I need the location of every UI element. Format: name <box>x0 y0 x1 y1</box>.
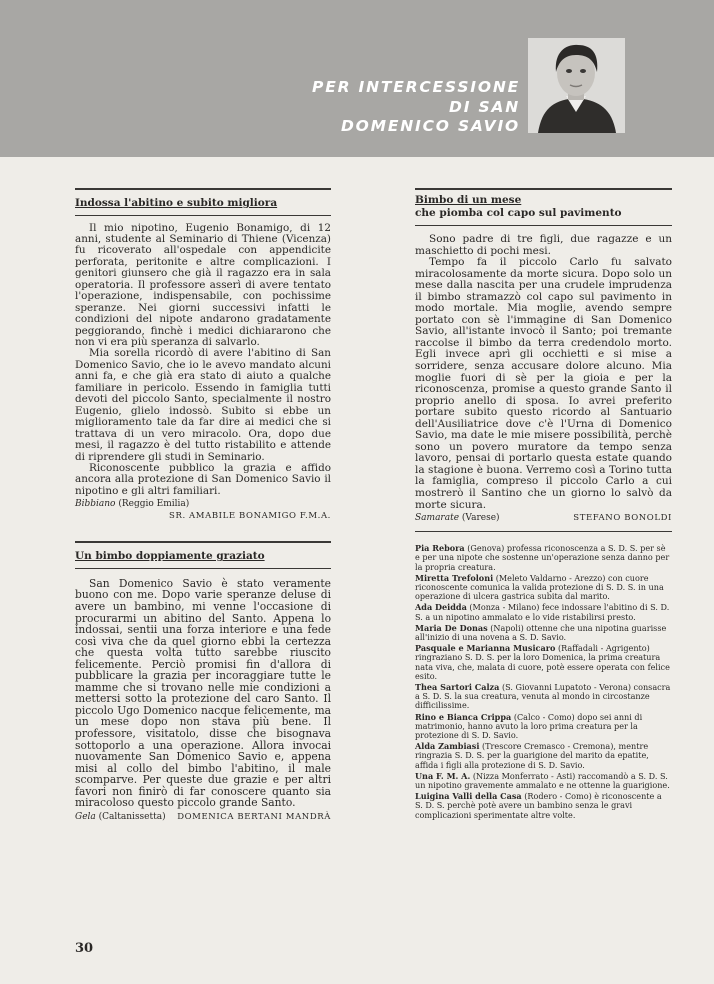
article-rule <box>415 225 672 226</box>
note-item <box>415 713 672 741</box>
place-detail: (Varese) <box>461 513 500 524</box>
note-name: Pia Rebora <box>415 543 465 554</box>
portrait-photo <box>528 38 625 133</box>
article-place-row <box>75 812 331 822</box>
article-title-line: che piomba col capo sul pavimento <box>415 206 622 219</box>
header-title-line: DOMENICO SAVIO <box>341 117 520 135</box>
article-place-row <box>75 499 331 509</box>
note-item <box>415 792 672 820</box>
note-item <box>415 683 672 711</box>
article-body <box>75 578 331 809</box>
notes-rule <box>415 531 672 532</box>
article-signature: SR. AMABILE BONAMIGO F.M.A. <box>169 511 331 522</box>
note-text: (Monza - Milano) fece indossare l'abitino di S. D. S. a un nipotino ammalato e lo vide ristabilirsi presto. <box>415 602 670 622</box>
note-name: Rino e Bianca Crippa <box>415 711 512 722</box>
note-name: Maria De Donas <box>415 622 488 633</box>
article-place <box>75 499 189 509</box>
article-paragraph: Sono padre di tre figli, due ragazze e un maschietto di pochi mesi. <box>415 233 672 257</box>
note-text: (Rodero - Como) è riconoscente a S. D. S. perchè potè avere un bambino senza le gravi complicazioni sperimentate altre volte. <box>415 791 662 820</box>
place-name: Bibbiano <box>75 499 116 510</box>
header-title-line: DI SAN <box>449 97 520 116</box>
note-text: (Genova) professa riconoscenza a S. D. S. per sè e per una nipote che sostenne un'operazione senza danno per la propria creatura. <box>415 543 670 572</box>
header-title-line: PER INTERCESSIONE <box>312 78 520 96</box>
article-title <box>415 190 672 225</box>
article-title <box>75 190 331 215</box>
note-text: (Calco - Como) dopo sei anni di matrimonio, hanno avuto la loro prima creatura per la protezione di S. D. Savio. <box>415 711 643 740</box>
note-item <box>415 772 672 790</box>
article-paragraph: Riconoscente pubblico la grazia e affido ancora alla protezione di San Domenico Savio il nipotino e gli altri familiari. <box>75 462 331 497</box>
note-name: Alda Zambiasi <box>415 741 480 752</box>
notes-list <box>415 544 672 820</box>
article-paragraph: San Domenico Savio è stato veramente buono con me. Dopo varie speranze deluse di avere un bambino, mi venne l'occasione di procurarmi un abitino del Santo. Appena lo indossai, sentii una forza interiore e una fede così viva che da quel giorno ebbi la certezza che questa volta tutto sarebbe riuscito felicemente. Perciò promisi fin d'allora di pubblicare la grazia per incoraggiare tutte le mamme che si trovano nelle mie condizioni a mettersi sotto la protezione del caro Santo. Il piccolo Ugo Domenico nacque felicemente, ma un mese dopo non stava più bene. Il professore, visitatolo, disse che bisognava sottoporlo a una operazione. Allora invocai nuovamente San Domenico Savio e, appena misi al collo del bimbo l'abitino, il male scomparve. Per queste due grazie e per altri favori non finirò di far conoscere quanto sia miracoloso questo piccolo grande Santo. <box>75 576 331 810</box>
note-name: Una F. M. A. <box>415 770 471 781</box>
note-name: Miretta Trefoloni <box>415 572 494 583</box>
place-name: Gela <box>75 811 96 822</box>
article-title-line: Bimbo di un mese <box>415 194 522 206</box>
note-item <box>415 742 672 770</box>
note-item <box>415 624 672 642</box>
article-rule <box>75 568 331 569</box>
left-column <box>75 188 331 822</box>
article-place <box>75 812 166 822</box>
right-column <box>415 188 672 822</box>
article-paragraph: Tempo fa il piccolo Carlo fu salvato miracolosamente da morte sicura. Dopo solo un mese dalla nascita per una crudele imprudenza il bimbo stramazzò col capo sul pavimento in modo mortale. Mia moglie, avendo sempre portato con sè l'immagine di San Domenico Savio, all'istante invocò il Santo; poi tremante raccolse il bimbo da terra credendolo morto. Egli invece aprì gli occhietti e si mise a sorridere, senza accusare dolore alcuno. Mia moglie fuori di sè per la gioia e per la riconoscenza, promise a questo grande Santo il proprio anello di sposa. Io avrei preferito portare subito questo ricordo al Santuario dell'Ausiliatrice dove c'è l'Urna di Domenico Savio, ma date le mie misere possibilità, perchè sono un povero muratore da tempo senza lavoro, pensai di portarlo questa estate quando la stagione è buona. Verremo così a Torino tutta la famiglia, compreso il piccolo Carlo a cui mostrerò il Santino che un giorno lo salvò da morte sicura. <box>415 256 672 511</box>
article-paragraph: Il mio nipotino, Eugenio Bonamigo, di 12 anni, studente al Seminario di Thiene (Vicenza) fu ricoverato all'ospedale con appendicite perforata, peritonite e altre complicazioni. I genitori giunsero che già il ragazzo era in sala operatoria. Il professore asserì di avere tentato l'operazione, indispensabile, con pochissime speranze. Nei giorni successivi infatti le condizioni del nipote andarono gradatamente peggiorando, finchè i medici dichiararono che non vi era più speranza di salvarlo. <box>75 221 331 349</box>
place-detail: (Caltanissetta) <box>98 811 166 822</box>
note-name: Pasquale e Marianna Musicaro <box>415 643 556 654</box>
note-item <box>415 574 672 602</box>
article-signature: DOMENICA BERTANI MANDRÀ <box>177 811 331 822</box>
article-body <box>75 223 331 498</box>
note-text: (Meleto Valdarno - Arezzo) con cuore riconoscente comunica la valida protezione di S. D. S. in una operazione di ulcera gastrica subita dal marito. <box>415 572 664 602</box>
article-place-row <box>415 513 672 523</box>
note-text: (Trescore Cremasco - Cremona), mentre ringrazia S. D. S. per la guarigione del marito da epatite, affida i figli alla protezione di S. D. Savio. <box>415 741 649 770</box>
article-signature: STEFANO BONOLDI <box>573 513 672 524</box>
article-title <box>75 543 331 568</box>
article-place <box>415 513 500 523</box>
note-text: (Nizza Monferrato - Asti) raccomandò a S. D. S. un nipotino gravemente ammalato e ne ottenne la guarigione. <box>415 770 670 790</box>
header-title <box>312 78 520 137</box>
note-name: Luigina Valli della Casa <box>415 791 522 802</box>
article-rule <box>75 215 331 216</box>
note-name: Thea Sartori Calza <box>415 681 500 692</box>
place-name: Samarate <box>415 513 460 524</box>
note-text: (Napoli) ottenne che una nipotina guarisse all'inizio di una novena a S. D. Savio. <box>415 622 667 642</box>
article-body <box>415 234 672 511</box>
place-detail: (Reggio Emilia) <box>118 499 190 510</box>
note-item <box>415 544 672 572</box>
note-item <box>415 603 672 621</box>
page-header <box>0 0 714 157</box>
note-name: Ada Deidda <box>415 602 467 613</box>
note-text: (Raffadali - Agrigento) ringraziano S. D. S. per la loro Domenica, la prima creatura nata viva, che, malata di cuore, potè essere operata con felice esito. <box>415 643 670 681</box>
page-number: 30 <box>75 941 94 956</box>
note-item <box>415 644 672 681</box>
article-title-text: Indossa l'abitino e subito migliora <box>75 197 278 209</box>
article-paragraph: Mia sorella ricordò di avere l'abitino di San Domenico Savio, che io le avevo mandato alcuni anni fa, e che già era stato di aiuto a qualche familiare in pericolo. Essendo in famiglia tutti devoti del piccolo Santo, specialmente il nostro Eugenio, glielo indossò. Subito si ebbe un miglioramento tale da far dire ai medici che si trattava di un vero miracolo. Ora, dopo due mesi, il ragazzo è del tutto ristabilito e attende di riprendere gli studi in Seminario. <box>75 347 331 463</box>
note-text: (S. Giovanni Lupatoto - Verona) consacra a S. D. S. la sua creatura, venuta al mondo in circostanze difficilissime. <box>415 681 671 711</box>
article-title-text: Un bimbo doppiamente graziato <box>75 550 265 563</box>
